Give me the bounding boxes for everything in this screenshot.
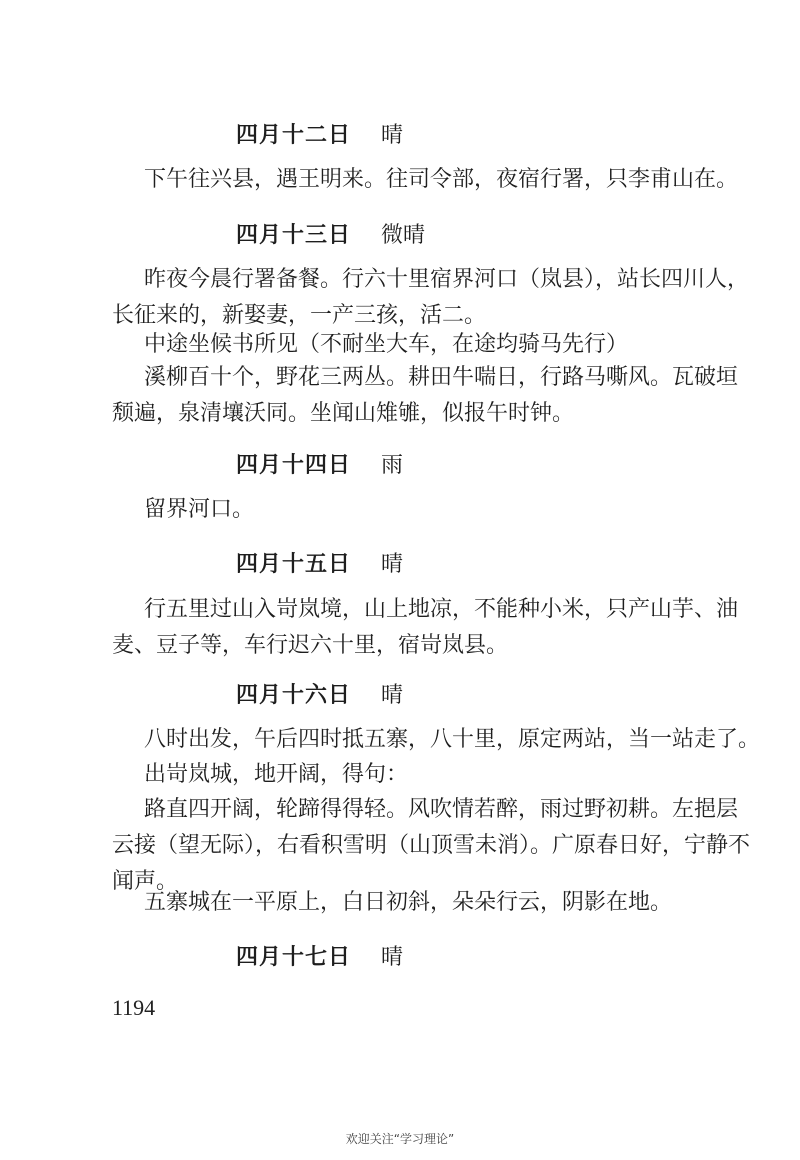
entry-weather: 晴 xyxy=(381,552,404,577)
entry-header xyxy=(236,947,403,969)
entry-weather: 晴 xyxy=(381,945,404,970)
entry-date: 四月十二日 xyxy=(236,123,352,148)
entry-header xyxy=(236,125,403,147)
entry-weather: 晴 xyxy=(381,123,404,148)
entry-paragraph xyxy=(112,592,739,664)
entry-date: 四月十五日 xyxy=(236,552,352,577)
entry-paragraph xyxy=(112,162,739,198)
entry-paragraph xyxy=(112,722,761,758)
text-line: 云接（望无际），右看积雪明（山顶雪未消）。广原春日好，宁静不 xyxy=(112,833,751,858)
text-line: 昨夜今晨行署备餐。行六十里宿界河口（岚县），站长四川人， xyxy=(144,267,750,292)
text-line: 五寨城在一平原上，白日初斜，朵朵行云，阴影在地。 xyxy=(144,890,673,915)
text-line: 留界河口。 xyxy=(144,497,255,522)
entry-paragraph xyxy=(112,327,702,363)
entry-header xyxy=(236,225,425,247)
text-line: 溪柳百十个，野花三两丛。耕田牛喘日，行路马嘶风。瓦破垣 xyxy=(144,365,739,390)
text-line: 中途坐候书所见（不耐坐大车，在途均骑马先行） xyxy=(144,332,629,357)
entry-paragraph xyxy=(112,262,750,334)
entry-date: 四月十三日 xyxy=(236,223,352,248)
entry-header xyxy=(236,455,403,477)
entry-date: 四月十六日 xyxy=(236,683,352,708)
footer-note: 欢迎关注“学习理论” xyxy=(345,1132,455,1146)
entry-weather: 晴 xyxy=(381,683,404,708)
entry-paragraph xyxy=(112,492,702,528)
entry-date: 四月十七日 xyxy=(236,945,352,970)
entry-weather: 雨 xyxy=(381,453,404,478)
page-number: 1194 xyxy=(112,995,156,1020)
entry-paragraph xyxy=(112,792,751,900)
entry-header xyxy=(236,554,403,576)
text-line: 八时出发，午后四时抵五寨，八十里，原定两站，当一站走了。 xyxy=(144,727,761,752)
text-line: 路直四开阔，轮蹄得得轻。风吹情若醉，雨过野初耕。左挹层 xyxy=(144,797,739,822)
text-line: 行五里过山入岢岚境，山上地凉，不能种小米，只产山芋、油 xyxy=(144,597,739,622)
entry-paragraph xyxy=(112,757,702,793)
text-line: 颓遍，泉清壤沃同。坐闻山雉雊，似报午时钟。 xyxy=(112,401,575,426)
entry-header xyxy=(236,685,403,707)
entry-paragraph xyxy=(112,885,702,921)
text-line: 下午往兴县，遇王明来。往司令部，夜宿行署，只李甫山在。 xyxy=(144,167,739,192)
text-line: 闻声。 xyxy=(112,869,179,894)
entry-date: 四月十四日 xyxy=(236,453,352,478)
text-line: 麦、豆子等，车行迟六十里，宿岢岚县。 xyxy=(112,633,509,658)
text-line: 出岢岚城，地开阔，得句： xyxy=(144,762,409,787)
entry-paragraph xyxy=(112,360,739,432)
entry-weather: 微晴 xyxy=(381,223,426,248)
text-line: 长征来的，新娶妻，一产三孩，活二。 xyxy=(112,303,487,328)
